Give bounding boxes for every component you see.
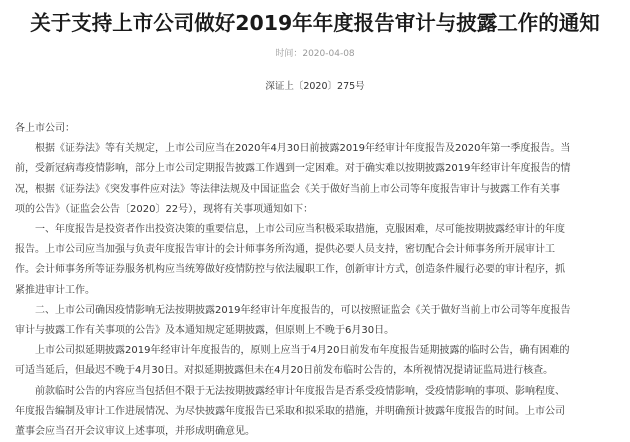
paragraph-line: 年度报告编制及审计工作进展情况、为尽快披露年度报告已采取和拟采取的措施，并明确预计披露年度报告的时间。上市公司 [15, 405, 565, 417]
publish-time-value: 2020-04-08 [302, 49, 355, 59]
paragraph-3 [15, 301, 619, 341]
paragraph-line: 根据《证券法》等有关规定，上市公司应当在2020年4月30日前披露2019年经审计年度报告及2020年第一季度报告。当 [35, 143, 571, 155]
paragraph-1 [15, 139, 619, 220]
notice-body [15, 119, 619, 442]
paragraph-line: 报告。上市公司应当加强与负责年度报告审计的会计师事务所沟通，提供必要人员支持，密切配合会计师事务所开展审计工 [15, 244, 555, 256]
paragraph-line: 二、上市公司确因疫情影响无法按期披露2019年经审计年度报告的，可以按照证监会《关于做好当前上市公司等年度报告 [35, 304, 571, 316]
paragraph-line: 况，根据《证券法》《突发事件应对法》等法律法规及中国证监会《关于做好当前上市公司等年度报告审计与披露工作有关事 [15, 183, 560, 195]
paragraph-line: 董事会应当召开会议审议上述事项，并形成明确意见。 [15, 426, 255, 438]
paragraph-line: 前，受新冠病毒疫情影响，部分上市公司定期报告披露工作遇到一定困难。对于确实难以按期披露2019年经审计年度报告的情 [15, 163, 571, 175]
paragraph-line: 上市公司拟延期披露2019年经审计年度报告的，原则上应当于4月20日前发布年度报告延期披露的临时公告，确有困难的 [35, 345, 570, 357]
salutation: 各上市公司： [15, 123, 75, 134]
paragraph-line: 项的公告》（证监会公告〔2020〕22号），现将有关事项通知如下： [15, 203, 314, 215]
paragraph-line: 一、年度报告是投资者作出投资决策的重要信息，上市公司应当积极采取措施，克服困难，尽可能按期披露经审计的年度 [35, 224, 565, 236]
paragraph-line: 前款临时公告的内容应当包括但不限于无法按期披露经审计年度报告是否系受疫情影响，受疫情影响的事项、影响程度、 [35, 385, 565, 397]
paragraph-4 [15, 341, 619, 381]
paragraph-line: 作。会计师事务所等证券服务机构应当统筹做好疫情防控与依法履职工作，创新审计方式，创造条件履行必要的审计程序，抓 [15, 264, 565, 276]
document-number: 深证上〔2020〕275号 [265, 81, 365, 92]
paragraph-line: 可适当延后，但最迟不晚于4月30日。对拟延期披露但未在4月20日前发布临时公告的，本所视情况提请证监局进行核查。 [15, 365, 554, 377]
paragraph-5 [15, 382, 619, 442]
publish-time [0, 46, 630, 59]
paragraph-2 [15, 220, 619, 301]
notice-title: 关于支持上市公司做好2019年年度报告审计与披露工作的通知 [30, 11, 600, 35]
paragraph-line: 紧推进审计工作。 [15, 284, 95, 296]
publish-time-label: 时间： [275, 49, 303, 59]
paragraph-line: 审计与披露工作有关事项的公告》及本通知规定延期披露，但原则上不晚于6月30日。 [15, 325, 395, 337]
